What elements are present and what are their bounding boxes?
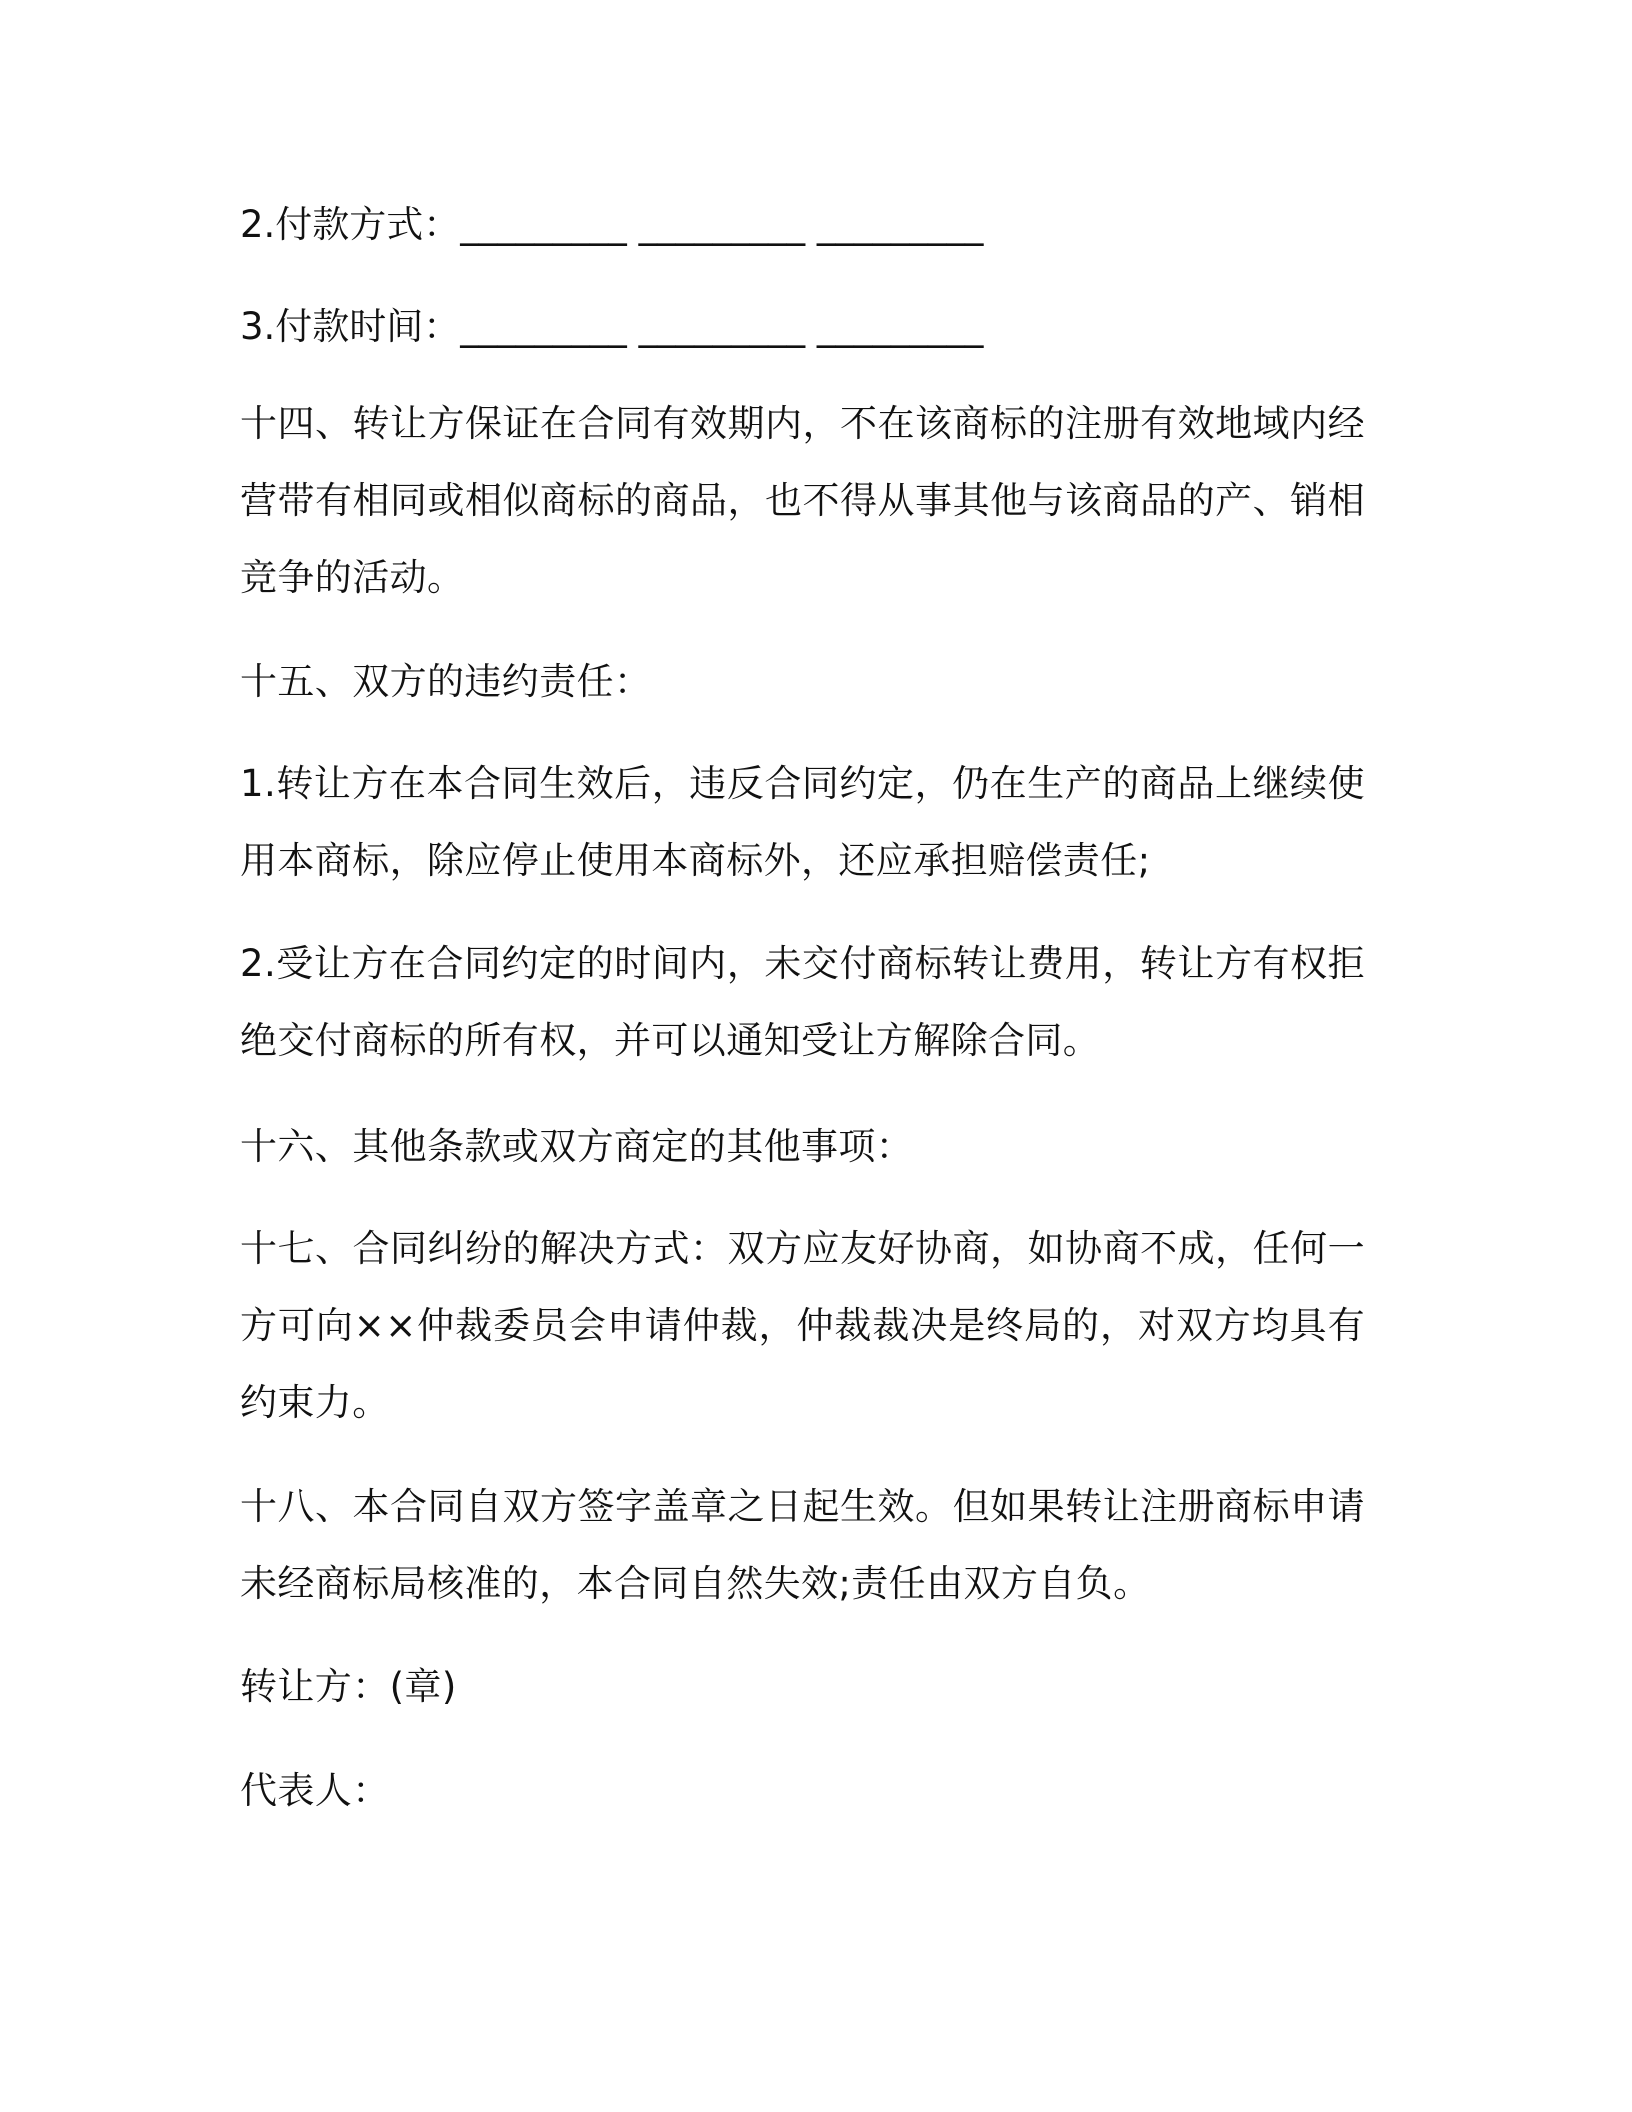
- clause-15-heading: 十五、双方的违约责任：: [240, 660, 652, 703]
- clause-15-item-2: 2.受让方在合同约定的时间内，未交付商标转让费用，转让方有权拒绝交付商标的所有权，并可以通知受让方解除合同。: [240, 942, 1365, 1062]
- document-page: [240, 0, 1365, 2112]
- clause-16: 十六、其他条款或双方商定的其他事项：: [240, 1125, 914, 1168]
- payment-method-line: 2.付款方式：_________ _________ _________: [240, 203, 984, 246]
- clause-17: 十七、合同纠纷的解决方式：双方应友好协商，如协商不成，任何一方可向××仲裁委员会申请仲裁，仲裁裁决是终局的，对双方均具有约束力。: [240, 1227, 1365, 1424]
- clause-18: 十八、本合同自双方签字盖章之日起生效。但如果转让注册商标申请未经商标局核准的，本合同自然失效;责任由双方自负。: [240, 1485, 1365, 1605]
- payment-time-line: 3.付款时间：_________ _________ _________: [240, 305, 984, 348]
- clause-14: 十四、转让方保证在合同有效期内，不在该商标的注册有效地域内经营带有相同或相似商标的商品，也不得从事其他与该商品的产、销相竞争的活动。: [240, 402, 1365, 599]
- transferor-signature: 转让方：(章): [240, 1665, 457, 1708]
- clause-15-item-1: 1.转让方在本合同生效后，违反合同约定，仍在生产的商品上继续使用本商标，除应停止使用本商标外，还应承担赔偿责任;: [240, 762, 1365, 882]
- representative-signature: 代表人：: [240, 1769, 390, 1812]
